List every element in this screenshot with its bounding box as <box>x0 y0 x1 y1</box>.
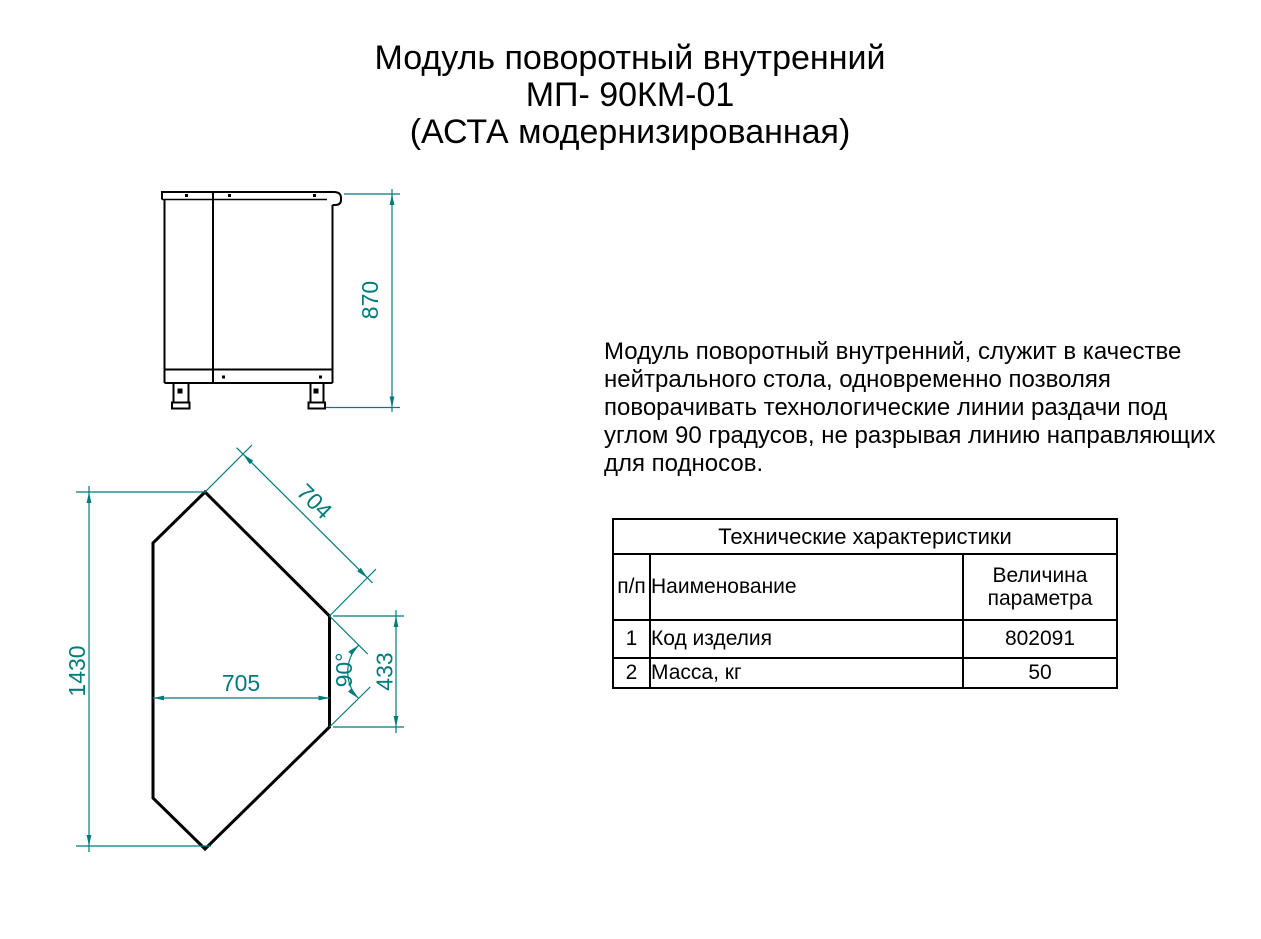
row-value: 802091 <box>963 620 1117 658</box>
dim-label-1430: 1430 <box>64 645 90 697</box>
title-line-1: Модуль поворотный внутренний <box>374 39 886 77</box>
dimension-704 <box>205 445 376 616</box>
dim-label-705: 705 <box>221 670 261 696</box>
dimension-870 <box>326 189 400 412</box>
spec-table-title-row <box>613 519 1117 554</box>
row-num: 2 <box>613 658 650 688</box>
dimension-705 <box>153 670 330 700</box>
row-name: Масса, кг <box>650 658 963 688</box>
column-header-name: Наименование <box>650 554 963 620</box>
rivet-mark <box>313 194 316 197</box>
rivet-mark <box>319 376 322 379</box>
dim-label-433: 433 <box>371 652 398 691</box>
dim-label-870: 870 <box>357 280 383 320</box>
dim-label-704: 704 <box>291 478 338 525</box>
title-line-2: МП- 90КМ-01 <box>525 76 735 114</box>
row-value: 50 <box>963 658 1117 688</box>
title-line-3: (АСТА модернизированная) <box>409 113 851 151</box>
row-num: 1 <box>613 620 650 658</box>
dim-label-90deg: 90° <box>331 652 357 688</box>
description-line: Модуль поворотный внутренний, служит в качестве <box>604 338 1182 365</box>
spec-table-title: Технические характеристики <box>613 519 1117 554</box>
spec-table <box>612 518 1118 689</box>
description-line: поворачивать технологические линии раздачи под <box>604 394 1168 421</box>
column-header-num: п/п <box>613 554 650 620</box>
rivet-mark <box>185 194 188 197</box>
description-line: нейтрального стола, одновременно позволяя <box>604 366 1111 393</box>
column-header-value: Величина параметра <box>963 554 1117 620</box>
leg-bolt-mark <box>314 389 319 394</box>
spec-table-header-row <box>613 554 1117 620</box>
dimension-1430 <box>64 486 211 852</box>
rivet-mark <box>228 194 231 197</box>
description-line: углом 90 градусов, не разрывая линию направляющих <box>604 422 1216 449</box>
rivet-mark <box>222 376 225 379</box>
leg-bolt-mark <box>178 389 183 394</box>
dimension-angle-90 <box>330 616 371 727</box>
description-line: для подносов. <box>604 450 764 477</box>
table-row <box>613 658 1117 688</box>
front-view-drawing <box>162 192 341 409</box>
row-name: Код изделия <box>650 620 963 658</box>
table-row <box>613 620 1117 658</box>
